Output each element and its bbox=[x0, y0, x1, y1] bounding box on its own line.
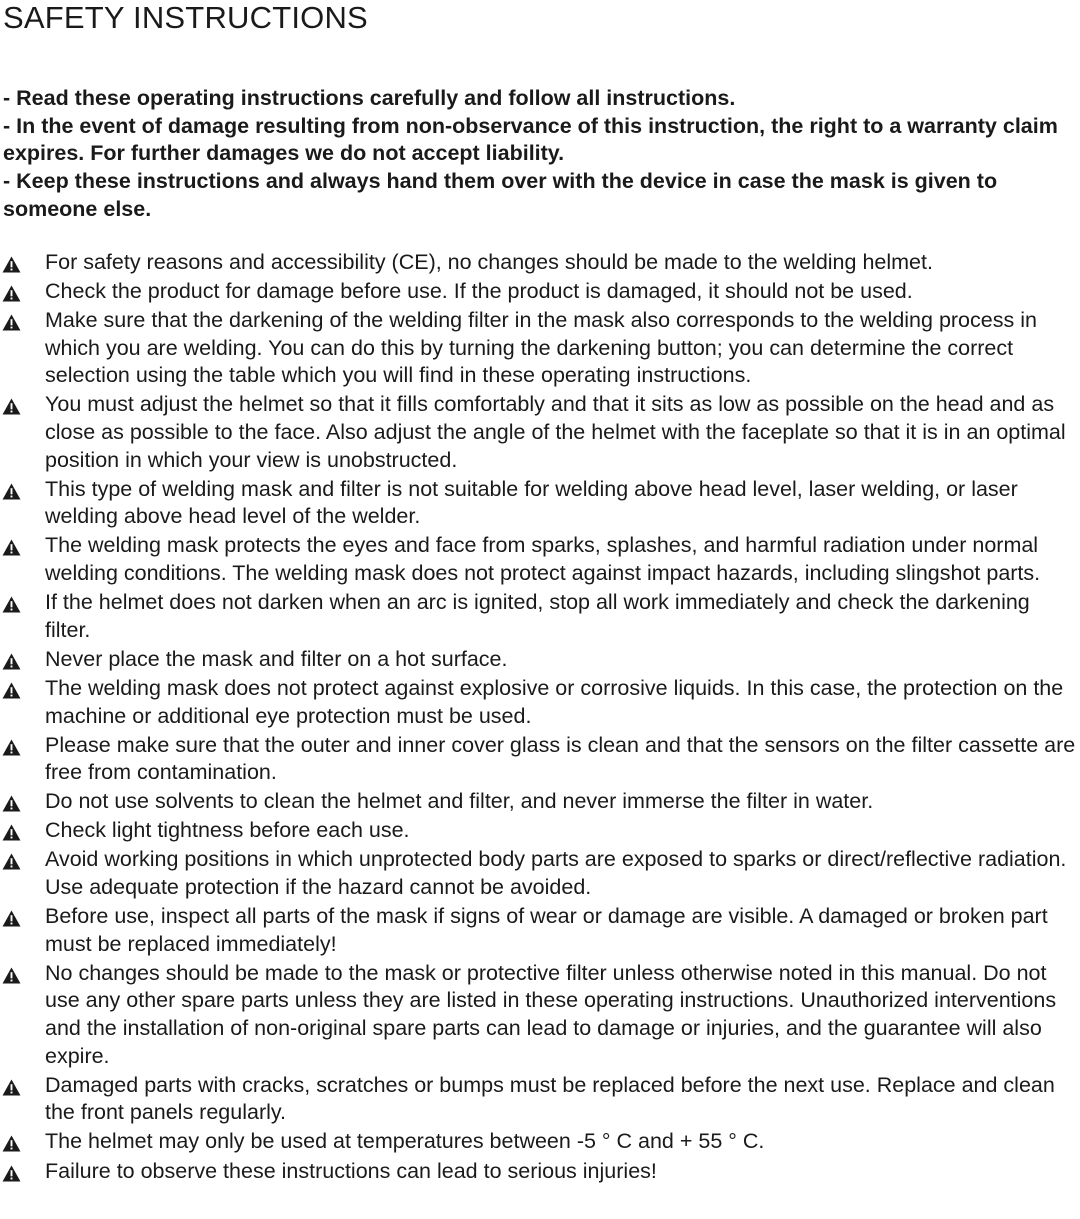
intro-item: - Keep these instructions and always hand them over with the device in case the mask is given to someone else. bbox=[3, 169, 998, 221]
warning-item bbox=[0, 391, 1080, 474]
warning-text: Before use, inspect all parts of the mask if signs of wear or damage are visible. A damaged or broken part must be replaced immediately! bbox=[45, 904, 1048, 956]
warning-item bbox=[0, 532, 1080, 587]
warning-text: Do not use solvents to clean the helmet and filter, and never immerse the filter in water. bbox=[45, 789, 874, 814]
warning-triangle-icon bbox=[2, 539, 21, 556]
warning-text: The helmet may only be used at temperatures between -5 ° C and + 55 ° C. bbox=[45, 1129, 765, 1154]
warning-triangle-icon bbox=[2, 398, 21, 415]
warning-text: Failure to observe these instructions can lead to serious injuries! bbox=[45, 1158, 657, 1183]
warning-text: No changes should be made to the mask or protective filter unless otherwise noted in this manual. Do not use any other spare parts unless they are listed in these operating instructions. Unauthorized interventions and the installation of non-original spare parts can lead to damage or injuries, and the guarantee will also expire. bbox=[45, 960, 1057, 1068]
warning-item bbox=[0, 278, 1080, 306]
warning-triangle-icon bbox=[2, 256, 21, 273]
warning-triangle-icon bbox=[2, 483, 21, 500]
warning-triangle-icon bbox=[2, 682, 21, 699]
warning-text: The welding mask protects the eyes and face from sparks, splashes, and harmful radiation under normal welding conditions. The welding mask does not protect against impact hazards, including slingshot parts. bbox=[45, 533, 1041, 586]
warning-item bbox=[0, 788, 1080, 816]
warning-text: Avoid working positions in which unprotected body parts are exposed to sparks or direct/reflective radiation. Use adequate protection if the hazard cannot be avoided. bbox=[45, 847, 1067, 900]
warning-triangle-icon bbox=[2, 1079, 21, 1096]
warning-text: Make sure that the darkening of the welding filter in the mask also corresponds to the welding process in which you are welding. You can do this by turning the darkening button; you can determine the correct selection using the table which you will find in these operating instructions. bbox=[45, 308, 1037, 388]
warning-text: This type of welding mask and filter is not suitable for welding above head level, laser welding, or laser welding above head level of the welder. bbox=[45, 476, 1018, 529]
warning-triangle-icon bbox=[2, 1135, 21, 1152]
warning-item bbox=[0, 817, 1080, 845]
warning-triangle-icon bbox=[2, 910, 21, 927]
warning-text: Please make sure that the outer and inner cover glass is clean and that the sensors on the filter cassette are free from contamination. bbox=[45, 732, 1076, 785]
warning-text: Never place the mask and filter on a hot surface. bbox=[45, 646, 508, 671]
warning-item bbox=[0, 646, 1080, 674]
warning-triangle-icon bbox=[2, 285, 21, 302]
warning-item bbox=[0, 1128, 1080, 1156]
warning-item bbox=[0, 476, 1080, 531]
warning-item bbox=[0, 846, 1080, 901]
warning-triangle-icon bbox=[2, 653, 21, 670]
warning-item bbox=[0, 307, 1080, 390]
warning-text: Check the product for damage before use. If the product is damaged, it should not be used. bbox=[45, 279, 913, 304]
warning-item bbox=[0, 1072, 1080, 1127]
warning-item bbox=[0, 1158, 1080, 1186]
warning-text: You must adjust the helmet so that it fills comfortably and that it sits as low as possible on the head and as close as possible to the face. Also adjust the angle of the helmet with the faceplate so that it is in an optimal position in which your view is unobstructed. bbox=[45, 392, 1066, 472]
warning-item bbox=[0, 249, 1080, 277]
warning-triangle-icon bbox=[2, 314, 21, 331]
warning-triangle-icon bbox=[2, 596, 21, 613]
warning-text: Check light tightness before each use. bbox=[45, 818, 410, 843]
warning-item bbox=[0, 960, 1080, 1070]
warning-triangle-icon bbox=[2, 739, 21, 756]
warning-item bbox=[0, 675, 1080, 730]
page-title: SAFETY INSTRUCTIONS bbox=[3, 0, 368, 35]
warning-text: For safety reasons and accessibility (CE), no changes should be made to the welding helmet. bbox=[45, 250, 933, 274]
warning-item bbox=[0, 732, 1080, 787]
warning-item bbox=[0, 903, 1080, 958]
warning-text: If the helmet does not darken when an arc is ignited, stop all work immediately and check the darkening filter. bbox=[45, 590, 1030, 642]
intro-item: - Read these operating instructions carefully and follow all instructions. bbox=[3, 86, 736, 110]
warning-text: Damaged parts with cracks, scratches or bumps must be replaced before the next use. Replace and clean the front panels regularly. bbox=[45, 1072, 1055, 1125]
warning-triangle-icon bbox=[2, 824, 21, 841]
warning-item bbox=[0, 589, 1080, 644]
warning-text: The welding mask does not protect against explosive or corrosive liquids. In this case, the protection on the machine or additional eye protection must be used. bbox=[45, 675, 1064, 728]
warning-triangle-icon bbox=[2, 853, 21, 870]
warning-list bbox=[0, 249, 1080, 1187]
warning-triangle-icon bbox=[2, 1165, 21, 1182]
warning-triangle-icon bbox=[2, 967, 21, 984]
intro-item: - In the event of damage resulting from non-observance of this instruction, the right to a warranty claim expires. For further damages we do not accept liability. bbox=[3, 113, 1058, 166]
intro-list bbox=[3, 85, 1079, 224]
warning-triangle-icon bbox=[2, 795, 21, 812]
